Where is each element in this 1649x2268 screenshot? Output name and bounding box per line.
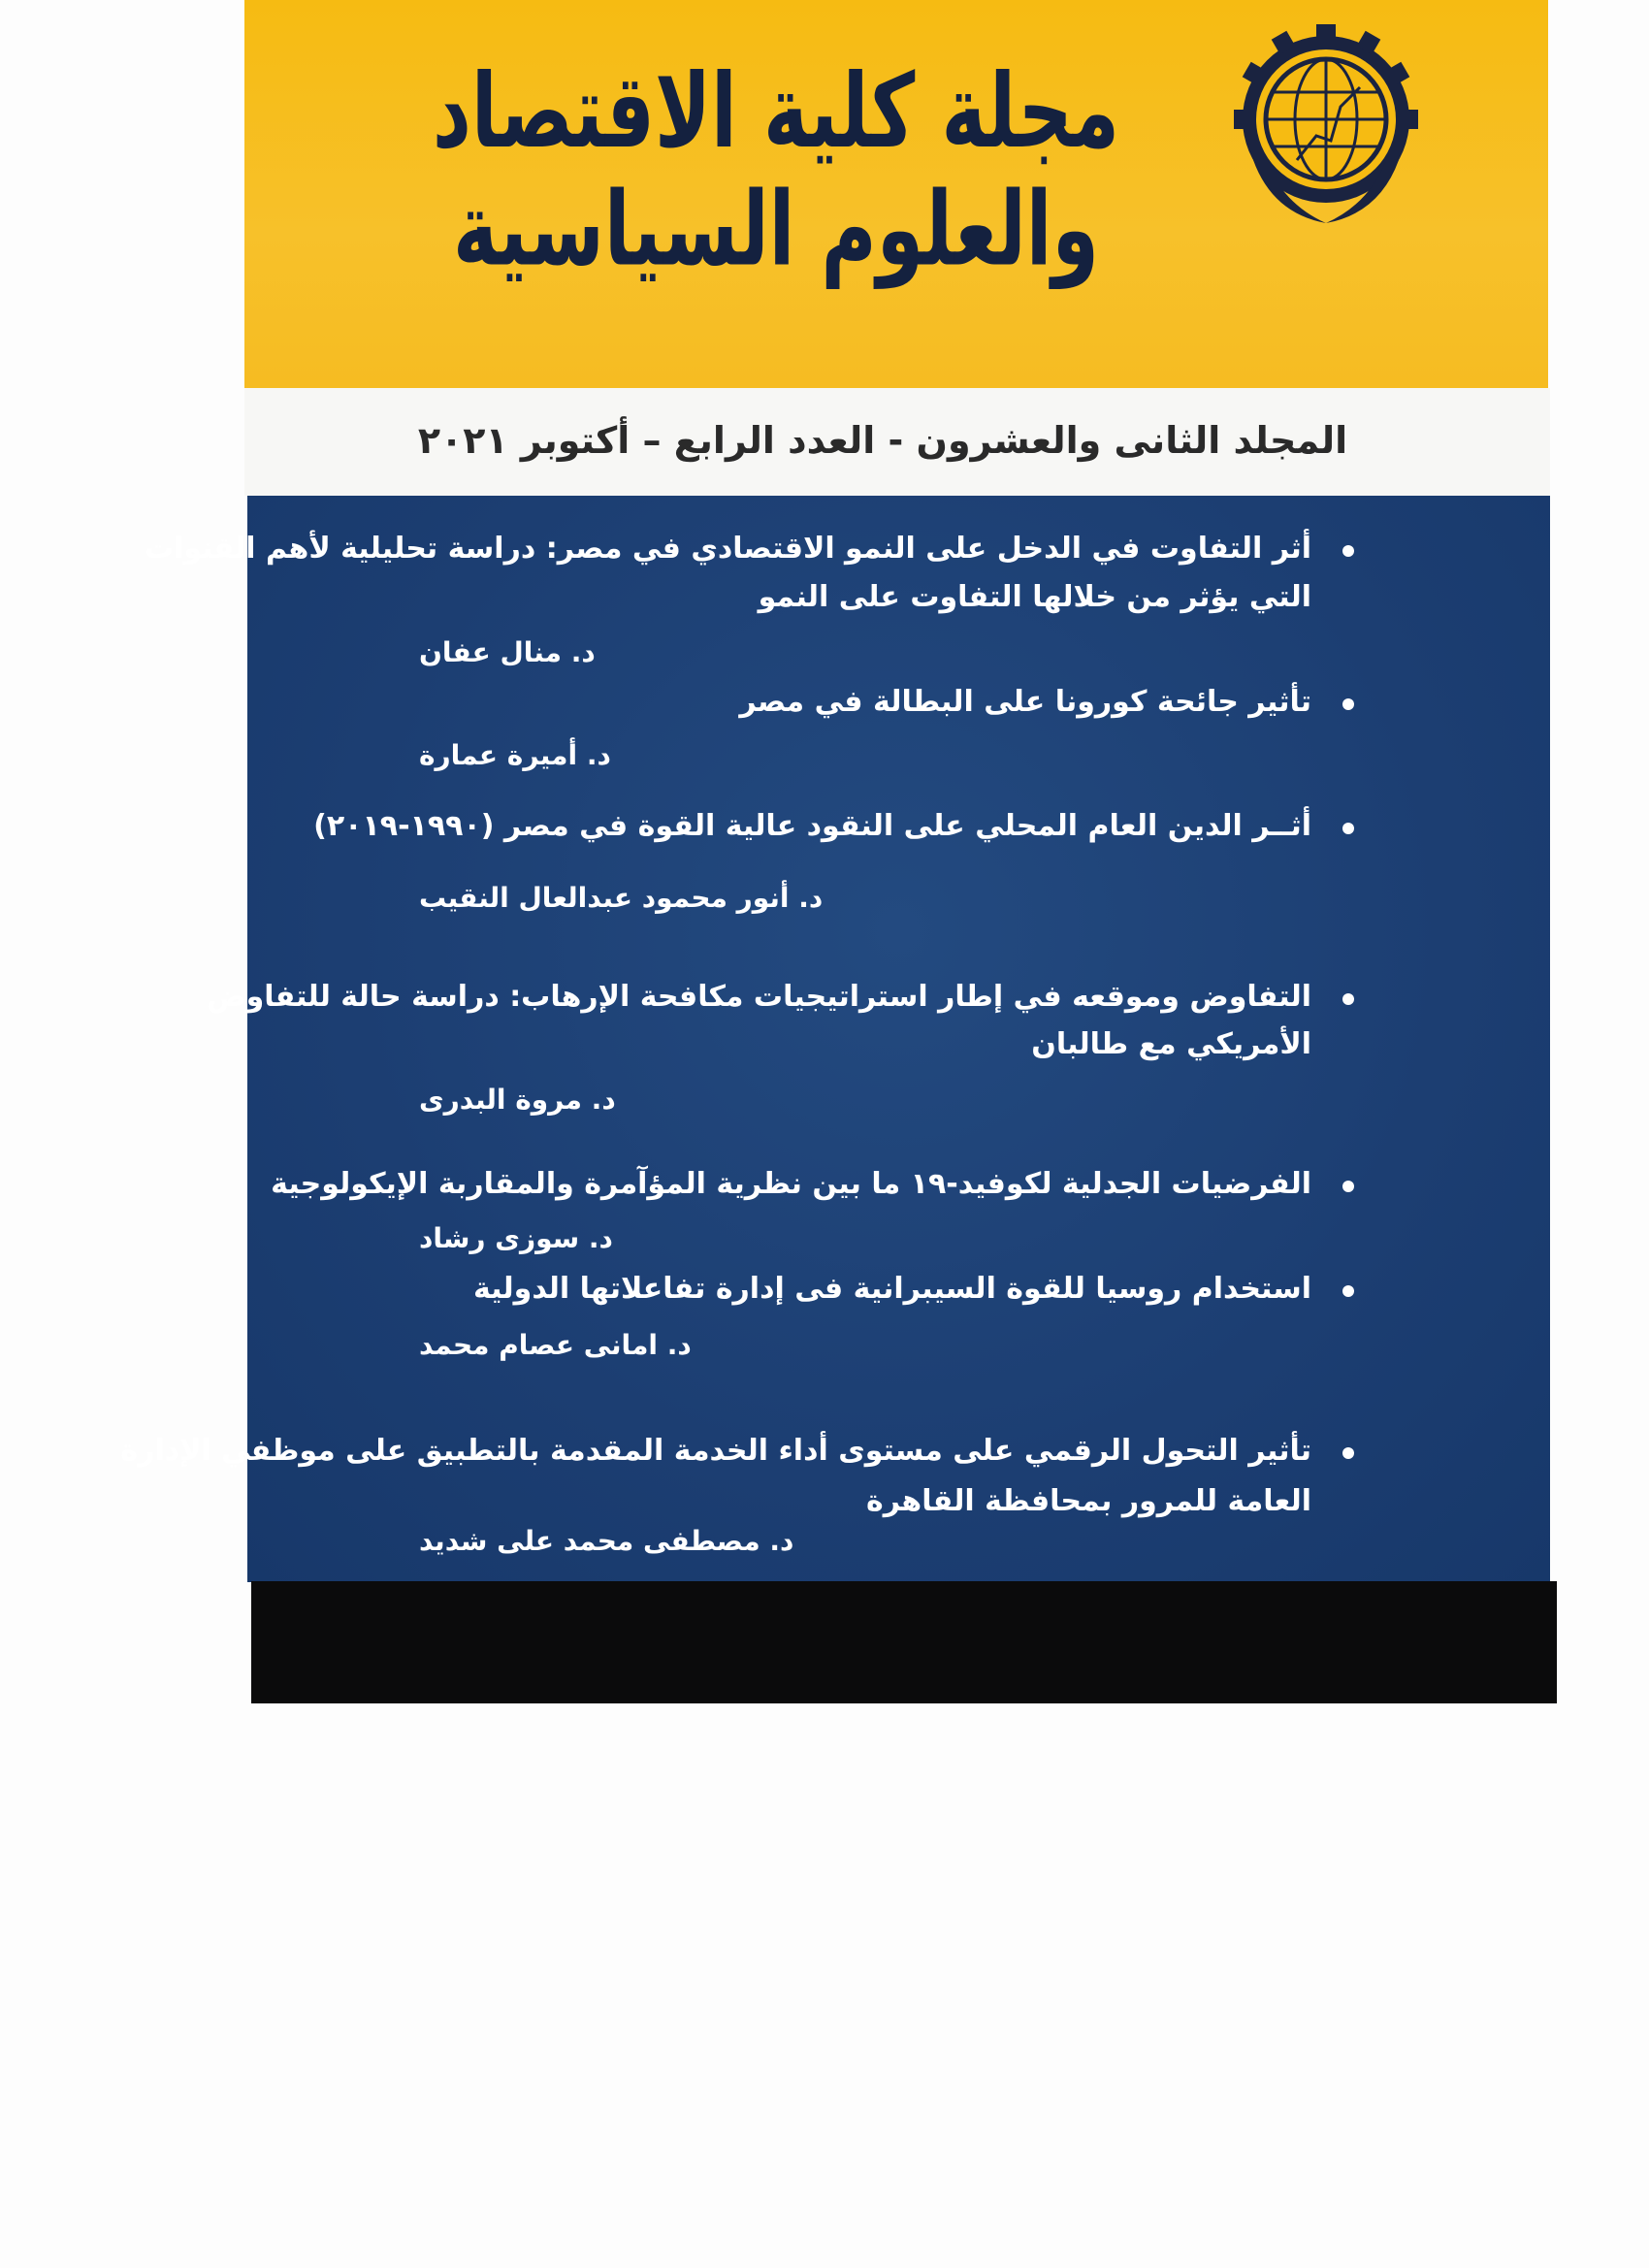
bullet-icon <box>1342 698 1354 710</box>
article-title-line: الفرضيات الجدلية لكوفيد-١٩ ما بين نظرية المؤآمرة والمقاربة الإيكولوجية <box>271 1167 1311 1201</box>
article-title-line: أثر التفاوت في الدخل على النمو الاقتصادي في مصر: دراسة تحليلية لأهم القنوات <box>144 532 1311 566</box>
article-author: د. مروة البدرى <box>419 1084 616 1116</box>
article-title-line: تأثير التحول الرقمي على مستوى أداء الخدمة المقدمة بالتطبيق على موظفي الإدارة <box>120 1434 1311 1468</box>
article-title-line: التي يؤثر من خلالها التفاوت على النمو <box>758 580 1311 614</box>
article-title-line: الأمريكي مع طالبان <box>1031 1027 1311 1061</box>
article-title-line: استخدام روسيا للقوة السيبرانية فى إدارة تفاعلاتها الدولية <box>472 1272 1311 1306</box>
article-title-line: العامة للمرور بمحافظة القاهرة <box>866 1484 1311 1518</box>
article-author: د. سوزى رشاد <box>419 1222 613 1254</box>
issue-info: المجلد الثانى والعشرون - العدد الرابع – أكتوبر ٢٠٢١ <box>417 419 1348 462</box>
article-title-line: أثــر الدين العام المحلي على النقود عالية القوة في مصر (١٩٩٠-٢٠١٩) <box>313 809 1311 843</box>
article-author: د. أنور محمود عبدالعال النقيب <box>419 882 824 914</box>
article-author: د. مصطفى محمد على شديد <box>419 1525 794 1557</box>
journal-title: مجلة كلية الاقتصاد والعلوم السياسية <box>432 53 1120 289</box>
bullet-icon <box>1342 1181 1354 1192</box>
article-author: د. أميرة عمارة <box>419 739 611 771</box>
bullet-icon <box>1342 823 1354 834</box>
article-author: د. منال عفان <box>419 636 596 668</box>
footer-band <box>251 1581 1557 1703</box>
bullet-icon <box>1342 1447 1354 1459</box>
bullet-icon <box>1342 993 1354 1005</box>
article-author: د. امانى عصام محمد <box>419 1329 692 1361</box>
article-title-line: التفاوض وموقعه في إطار استراتيجيات مكافحة الإرهاب: دراسة حالة للتفاوض <box>207 980 1311 1014</box>
article-title-line: تأثير جائحة كورونا على البطالة في مصر <box>739 685 1311 719</box>
bullet-icon <box>1342 545 1354 557</box>
faculty-logo <box>1195 5 1457 243</box>
bullet-icon <box>1342 1285 1354 1297</box>
